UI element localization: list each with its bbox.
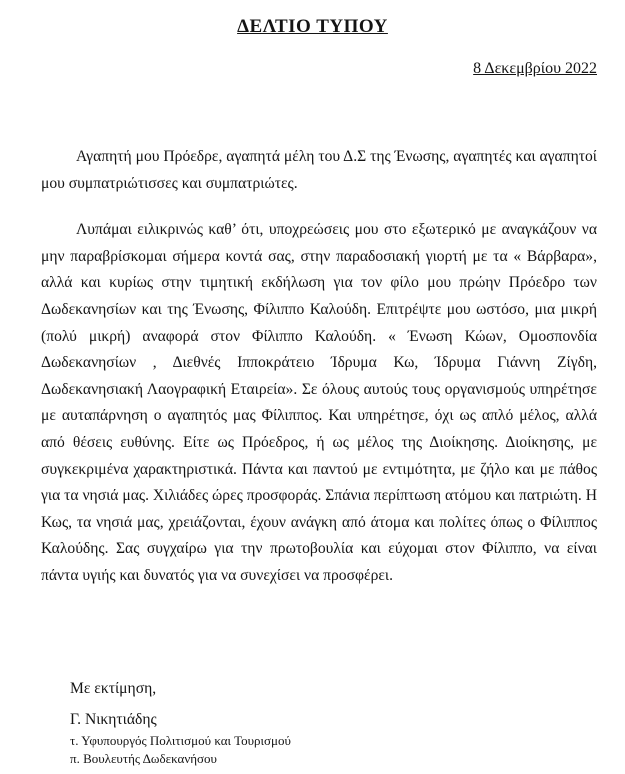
main-paragraph: Λυπάμαι ειλικρινώς καθ’ ότι, υποχρεώσεις μου στο εξωτερικό με αναγκάζουν να μην παραβρίσκομαι σήμερα κοντά σας, στην παραδοσιακή γιορτή με τα « Βάρβαρα», αλλά και κυρίως στην τιμητική εκδήλωση για τον φίλο μου πρώην Πρόεδρο των Δωδεκανησίων και της Ένωσης, Φίλιππο Καλούδη. Επιτρέψτε μου ωστόσο, μια μικρή (πολύ μικρή) αναφορά στον Φίλιππο Καλούδη. « Ένωση Κώων, Ομοσπονδία Δωδεκανησίων , Διεθνές Ιπποκράτειο Ίδρυμα Κω, Ίδρυμα Γιάννη Ζίγδη, Δωδεκανησιακή Λαογραφική Εταιρεία». Σε όλους αυτούς τους οργανισμούς υπηρέτησε με αυταπάρνηση ο αγαπητός μας Φίλιππος. Και υπηρέτησε, όχι ως απλό μέλος, αλλά από θέσεις ευθύνης. Είτε ως Πρόεδρος, ή ως μέλος της Διοίκησης. Διοίκησης, με συγκεκριμένα χαρακτηριστικά. Πάντα και παντού με εντιμότητα, με ζήλο και με πάθος για τα νησιά μας. Χιλιάδες ώρες προσφοράς. Σπάνια περίπτωση ατόμου και πατριώτη. Η Κως, τα νησιά μας, χρειάζονται, έχουν ανάγκη από άτομα και πολίτες όπως ο Φίλιππος Καλούδης. Σας συγχαίρω για την πρωτοβουλία και εύχομαι στον Φίλιππο, να είναι πάντα υγιής και δυνατός για να συνεχίσει να προσφέρει. (41, 221, 597, 584)
closing-salutation: Με εκτίμηση, (70, 680, 157, 697)
signatory-title-former-deputy-minister: τ. Υφυπουργός Πολιτισμού και Τουρισμού (70, 733, 291, 748)
release-date: 8 Δεκεμβρίου 2022 (473, 60, 597, 77)
greeting-paragraph: Αγαπητή μου Πρόεδρε, αγαπητά μέλη του Δ.Σ της Ένωσης, αγαπητές και αγαπητοί μου συμπατριώτισσες και συμπατριώτες. (41, 148, 597, 192)
press-release-title: ΔΕΛΤΙΟ ΤΥΠΟΥ (237, 16, 388, 37)
signatory-name: Γ. Νικητιάδης (70, 711, 157, 728)
letter-body (41, 144, 597, 590)
signatory-title-former-mp: π. Βουλευτής Δωδεκανήσου (70, 751, 217, 766)
